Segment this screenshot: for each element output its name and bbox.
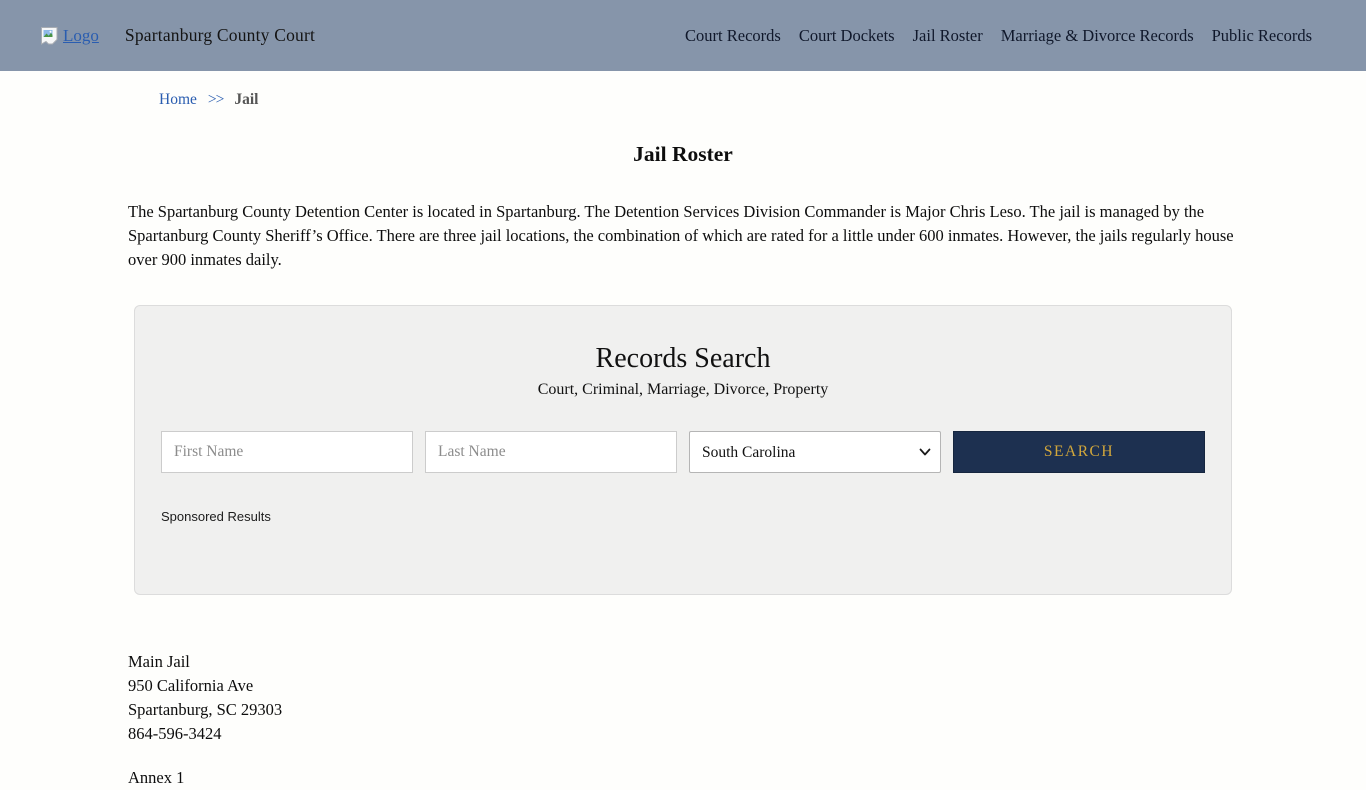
- main-jail-phone: 864-596-3424: [128, 724, 222, 743]
- logo-alt-text: Logo: [63, 25, 99, 45]
- records-search-subtitle: Court, Criminal, Marriage, Divorce, Property: [537, 381, 829, 398]
- page-title: Jail Roster: [633, 142, 733, 166]
- breadcrumb-home-link[interactable]: Home: [159, 91, 197, 108]
- main-jail-name: Main Jail: [128, 652, 190, 671]
- nav-marriage-divorce-records[interactable]: Marriage & Divorce Records: [1000, 25, 1194, 45]
- breadcrumb: [159, 91, 1238, 109]
- site-title: Spartanburg County Court: [124, 25, 316, 45]
- state-select[interactable]: [689, 431, 941, 473]
- first-name-input[interactable]: [161, 431, 413, 473]
- content-container: [128, 91, 1238, 790]
- breadcrumb-current: Jail: [234, 91, 259, 108]
- records-search-form: [161, 431, 1205, 473]
- nav-jail-roster[interactable]: Jail Roster: [912, 25, 983, 45]
- last-name-input[interactable]: [425, 431, 677, 473]
- annex1-block: [128, 766, 1238, 790]
- search-button[interactable]: SEARCH: [953, 431, 1205, 473]
- main-jail-street: 950 California Ave: [128, 676, 254, 695]
- site-header: [0, 0, 1366, 71]
- logo-link[interactable]: [40, 26, 99, 46]
- main-jail-block: [128, 650, 1238, 746]
- state-select-wrap: [689, 431, 941, 473]
- annex1-name: Annex 1: [128, 768, 185, 787]
- main-jail-city: Spartanburg, SC 29303: [128, 700, 283, 719]
- broken-image-icon: [40, 26, 59, 45]
- nav-court-records[interactable]: Court Records: [685, 25, 781, 45]
- main-nav: [685, 26, 1312, 46]
- nav-court-dockets[interactable]: Court Dockets: [798, 25, 895, 45]
- records-search-panel: [134, 305, 1232, 595]
- intro-paragraph: The Spartanburg County Detention Center is located in Spartanburg. The Detention Services Division Commander is Major Chris Leso. The jail is managed by the Spartanburg County Sheriff’s Office. There are three jail locations, the combination of which are rated for a little under 600 inmates. However, the jails regularly house over 900 inmates daily.: [128, 202, 1234, 269]
- nav-public-records[interactable]: Public Records: [1211, 25, 1312, 45]
- jail-locations: [128, 650, 1238, 790]
- records-search-title: Records Search: [595, 343, 771, 374]
- sponsored-results-label: Sponsored Results: [161, 509, 271, 524]
- breadcrumb-separator: >>: [207, 91, 224, 108]
